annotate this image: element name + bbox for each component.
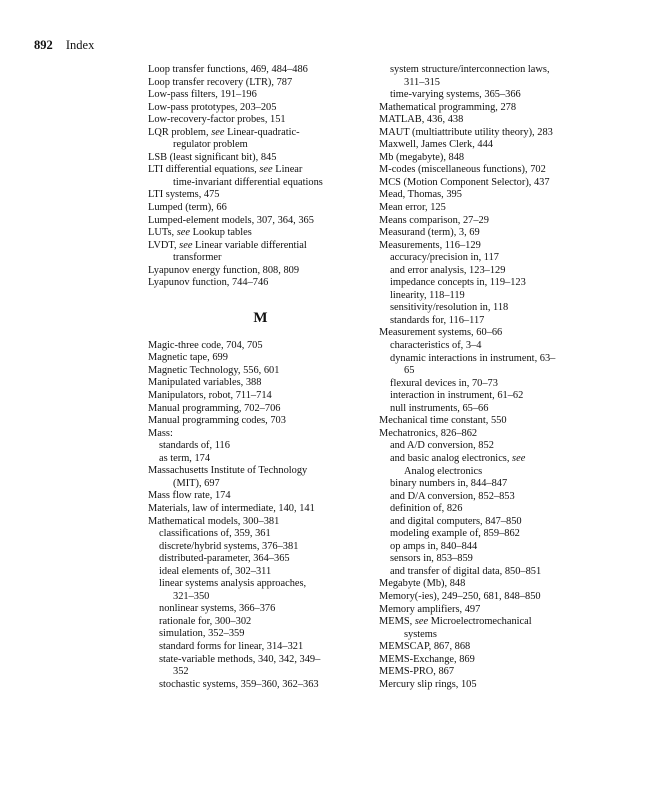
running-header: [34, 38, 94, 53]
index-subentry: as term, 174: [159, 452, 211, 464]
index-subentry: ideal elements of, 302–311: [159, 565, 272, 577]
index-entry: MEMS, see Microelectromechanical: [379, 616, 532, 628]
index-entry: Mass flow rate, 174: [148, 490, 231, 502]
index-subentry: accuracy/precision in, 117: [390, 252, 499, 264]
index-entry: Mercury slip rings, 105: [379, 678, 477, 690]
index-subentry: simulation, 352–359: [159, 628, 245, 640]
index-entry: Mathematical models, 300–381: [148, 515, 280, 527]
index-entry: Means comparison, 27–29: [379, 214, 489, 226]
index-subentry: stochastic systems, 359–360, 362–363: [159, 678, 319, 690]
index-entry: Massachusetts Institute of Technology: [148, 465, 308, 477]
index-subentry: flexural devices in, 70–73: [390, 377, 498, 389]
index-subentry: state-variable methods, 340, 342, 349–: [159, 653, 321, 665]
index-entry: Measurand (term), 3, 69: [379, 227, 480, 239]
index-subentry: impedance concepts in, 119–123: [390, 277, 526, 289]
index-column-left: [148, 64, 373, 691]
index-entry-continuation: regulator problem: [173, 139, 248, 151]
index-entry: Mead, Thomas, 395: [379, 189, 462, 201]
index-entry: MEMSCAP, 867, 868: [379, 641, 471, 653]
page-number: 892: [34, 38, 53, 52]
index-subentry: null instruments, 65–66: [390, 402, 489, 414]
index-entry: Mechanical time constant, 550: [379, 415, 507, 427]
index-entry: Measurements, 116–129: [379, 239, 481, 251]
index-subentry: and digital computers, 847–850: [390, 515, 522, 527]
index-entry: Megabyte (Mb), 848: [379, 578, 466, 590]
index-entry: Lyapunov energy function, 808, 809: [148, 264, 300, 276]
index-entry: MAUT (multiattribute utility theory), 283: [379, 126, 553, 138]
index-subentry: system structure/interconnection laws,: [390, 64, 550, 75]
section-title: Index: [65, 38, 95, 52]
index-subentry: distributed-parameter, 364–365: [159, 553, 290, 565]
index-entry-continuation: 65: [404, 365, 415, 377]
index-entry: LTI differential equations, see Linear: [148, 164, 303, 176]
index-subentry: and basic analog electronics, see: [390, 452, 526, 464]
index-entry: LQR problem, see Linear-quadratic-: [148, 126, 300, 138]
index-entry: Memory(-ies), 249–250, 681, 848–850: [379, 590, 541, 602]
index-entry: Lyapunov function, 744–746: [148, 277, 269, 289]
index-subentry: standards for, 116–117: [390, 314, 485, 326]
index-entry: MCS (Motion Component Selector), 437: [379, 176, 550, 188]
index-subentry: standards of, 116: [159, 440, 230, 452]
index-entry: LUTs, see Lookup tables: [148, 227, 252, 239]
index-subentry: interaction in instrument, 61–62: [390, 390, 524, 402]
index-entry: Low-pass filters, 191–196: [148, 89, 257, 101]
index-entry: Mathematical programming, 278: [379, 101, 517, 113]
index-entry: Mean error, 125: [379, 202, 446, 214]
index-subentry: and D/A conversion, 852–853: [390, 490, 515, 502]
index-entry: Loop transfer recovery (LTR), 787: [148, 76, 293, 88]
index-entry-continuation: 321–350: [173, 590, 210, 602]
index-column-right: [379, 64, 604, 691]
index-entry-continuation: (MIT), 697: [173, 477, 220, 489]
index-entry: Mass:: [148, 427, 173, 439]
index-entry-continuation: 311–315: [404, 76, 440, 88]
index-entry: MATLAB, 436, 438: [379, 114, 464, 126]
index-subentry: modeling example of, 859–862: [390, 528, 520, 540]
index-subentry: characteristics of, 3–4: [390, 340, 482, 352]
index-entry: Maxwell, James Clerk, 444: [379, 139, 493, 151]
section-letter: M: [253, 309, 268, 326]
index-subentry: standard forms for linear, 314–321: [159, 640, 304, 652]
index-entry: Materials, law of intermediate, 140, 141: [148, 502, 315, 514]
index-entry: Memory amplifiers, 497: [379, 603, 481, 615]
index-entry: Manipulators, robot, 711–714: [148, 390, 272, 402]
index-entry: Lumped (term), 66: [148, 202, 227, 214]
index-entry: Manual programming, 702–706: [148, 402, 281, 414]
index-entry: Measurement systems, 60–66: [379, 327, 503, 339]
index-subentry: and transfer of digital data, 850–851: [390, 565, 542, 577]
index-entry: M-codes (miscellaneous functions), 702: [379, 164, 546, 176]
index-entry: Low-recovery-factor probes, 151: [148, 114, 286, 126]
index-subentry: discrete/hybrid systems, 376–381: [159, 540, 299, 552]
index-entry-continuation: 352: [173, 666, 189, 678]
index-subentry: nonlinear systems, 366–376: [159, 603, 276, 615]
index-entry: Manipulated variables, 388: [148, 377, 262, 389]
index-subentry: op amps in, 840–844: [390, 540, 478, 552]
index-subentry: definition of, 826: [390, 503, 463, 515]
index-subentry: time-varying systems, 365–366: [390, 89, 521, 101]
index-entry: Mechatronics, 826–862: [379, 427, 478, 439]
index-entry: Lumped-element models, 307, 364, 365: [148, 214, 314, 226]
index-entry: Magnetic Technology, 556, 601: [148, 364, 280, 376]
index-subentry: dynamic interactions in instrument, 63–: [390, 352, 556, 364]
index-entry-continuation: Analog electronics: [404, 465, 483, 477]
index-entry: LSB (least significant bit), 845: [148, 151, 277, 163]
index-entry-continuation: time-invariant differential equations: [173, 176, 323, 188]
index-entry: Mb (megabyte), 848: [379, 151, 465, 163]
index-entry-continuation: transformer: [173, 252, 222, 264]
index-entry: Loop transfer functions, 469, 484–486: [148, 64, 308, 75]
index-subentry: binary numbers in, 844–847: [390, 478, 508, 490]
index-entry: LTI systems, 475: [148, 189, 220, 201]
index-subentry: and error analysis, 123–129: [390, 264, 506, 276]
index-entry: LVDT, see Linear variable differential: [148, 239, 307, 251]
index-entry-continuation: systems: [404, 628, 437, 640]
index-entry: Low-pass prototypes, 203–205: [148, 101, 277, 113]
index-entry: Magnetic tape, 699: [148, 352, 228, 364]
index-subentry: sensors in, 853–859: [390, 553, 473, 565]
index-subentry: rationale for, 300–302: [159, 615, 252, 627]
index-entry: MEMS-Exchange, 869: [379, 653, 475, 665]
index-entry: Manual programming codes, 703: [148, 415, 286, 427]
index-entry: MEMS-PRO, 867: [379, 666, 455, 678]
index-subentry: classifications of, 359, 361: [159, 528, 271, 540]
index-subentry: linear systems analysis approaches,: [159, 578, 307, 590]
index-subentry: sensitivity/resolution in, 118: [390, 302, 509, 314]
index-subentry: linearity, 118–119: [390, 289, 465, 301]
index-subentry: and A/D conversion, 852: [390, 440, 494, 452]
index-entry: Magic-three code, 704, 705: [148, 339, 263, 351]
